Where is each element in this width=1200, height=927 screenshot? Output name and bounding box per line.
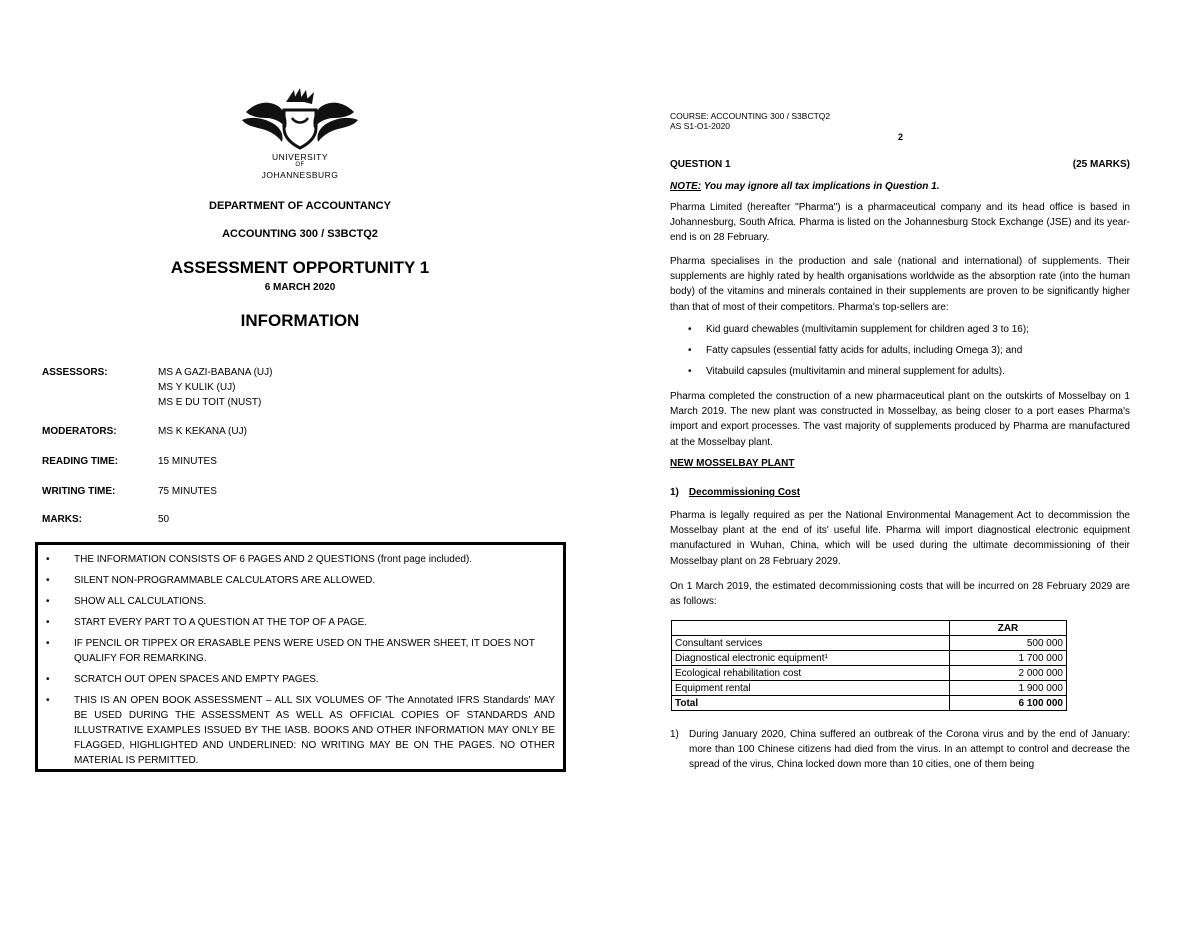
reading-time-label: READING TIME: xyxy=(42,456,119,467)
department-title: DEPARTMENT OF ACCOUNTANCY xyxy=(209,200,391,212)
list-item: • Fatty capsules (essential fatty acids for adults, including Omega 3); and xyxy=(670,343,1130,358)
course-header: COURSE: ACCOUNTING 300 / S3BCTQ2 xyxy=(670,111,831,121)
cost-item: Equipment rental xyxy=(672,681,950,696)
bullet-icon: • xyxy=(46,554,50,565)
bullet-icon: • xyxy=(46,596,50,607)
note xyxy=(670,179,1130,194)
decommissioning-cost-table xyxy=(671,620,1067,711)
section-heading: NEW MOSSELBAY PLANT xyxy=(670,458,795,469)
product-list xyxy=(670,322,1130,386)
assessment-code: AS S1-O1-2020 xyxy=(670,121,731,131)
marks-label: MARKS: xyxy=(42,514,82,525)
table-row xyxy=(672,666,1067,681)
footnote xyxy=(670,727,1130,773)
bullet-icon: • xyxy=(688,366,692,378)
page-header xyxy=(670,111,1130,131)
question-heading xyxy=(670,157,1130,172)
assessor-name: MS E DU TOIT (NUST) xyxy=(158,397,262,408)
bullet-icon: • xyxy=(46,638,50,649)
assessors-label: ASSESSORS: xyxy=(42,367,108,378)
moderators-value: MS K KEKANA (UJ) xyxy=(158,426,247,437)
assessor-name: MS Y KULIK (UJ) xyxy=(158,382,236,393)
list-item: • Kid guard chewables (multivitamin supplement for children aged 3 to 16); xyxy=(670,322,1130,337)
subsection-number: 1) xyxy=(670,487,679,498)
assessment-title: ASSESSMENT OPPORTUNITY 1 xyxy=(170,258,430,277)
cost-item: Diagnostical electronic equipment¹ xyxy=(672,651,950,666)
bullet-icon: • xyxy=(688,345,692,357)
instruction-item: • START EVERY PART TO A QUESTION AT THE TOP OF A PAGE. xyxy=(46,617,368,628)
instruction-item: • IF PENCIL OR TIPPEX OR ERASABLE PENS WERE USED ON THE ANSWER SHEET, IT DOES NOT QUALIFY FOR REMARKING. xyxy=(46,638,535,664)
paragraph-estimated-costs: On 1 March 2019, the estimated decommissioning costs that will be incurred on 28 February 2029 are as follows: xyxy=(670,581,1130,608)
instruction-item: • THIS IS AN OPEN BOOK ASSESSMENT – ALL SIX VOLUMES OF 'The Annotated IFRS Standards' MAY BE USED DURING THE ASSESSMENT AS WELL AS OFFICIAL COPIES OF STANDARDS AND ILLUSTRATIVE EXAMPLES ISSUED BY THE IASB. BOOKS AND OTHER INFORMATION MAY ONLY BE FLAGGED, HIGHLIGHTED AND UNDERLINED: NO WRITING MAY BE ON THE PAGES. NO OTHER MATERIAL IS PERMITTED. xyxy=(46,695,555,766)
page-number: 2 xyxy=(898,132,904,142)
course-code: ACCOUNTING 300 / S3BCTQ2 xyxy=(222,228,378,240)
paragraph-new-plant: Pharma completed the construction of a new pharmaceutical plant on the outskirts of Mosselbay on 1 March 2019. The new plant was constructed in Mosselbay, as being closer to a port eases Pharma's import and export processes. The vast majority of supplements produced by Pharma are manufactured at the Mosselbay plant. xyxy=(670,391,1130,448)
note-text: You may ignore all tax implications in Question 1. xyxy=(701,181,940,192)
bullet-icon: • xyxy=(46,674,50,685)
cost-amount: 1 900 000 xyxy=(950,681,1067,696)
bullet-icon: • xyxy=(46,695,50,706)
bullet-icon: • xyxy=(688,324,692,335)
bullet-icon: • xyxy=(46,575,50,586)
assessor-name: MS A GAZI-BABANA (UJ) xyxy=(158,367,273,378)
table-row xyxy=(672,651,1067,666)
table-header-row xyxy=(672,621,1067,636)
question-marks: (25 MARKS) xyxy=(1072,159,1130,170)
subsection-heading xyxy=(670,485,1130,500)
paragraph-supplements: Pharma specialises in the production and sale (national and international) of supplements. Their supplements are highly rated by health organisations worldwide as the absorption rate (into the human body) of the vitamins and minerals contained in their supplements are proven to be significantly higher than that of most of their competitors. Pharma's top-sellers are: xyxy=(670,256,1130,313)
writing-time-value: 75 MINUTES xyxy=(158,486,217,497)
list-item: • Vitabuild capsules (multivitamin and mineral supplement for adults). xyxy=(670,364,1130,379)
cost-item: Ecological rehabilitation cost xyxy=(672,666,950,681)
logo-text-university: UNIVERSITY xyxy=(271,152,328,162)
assessors-list xyxy=(158,365,272,410)
paragraph-company-intro: Pharma Limited (hereafter "Pharma") is a pharmaceutical company and its head office is based in Johannesburg, South Africa. Pharma is listed on the Johannesburg Stock Exchange (JSE) and its year-end is on 28 February. xyxy=(670,202,1130,244)
information-title: INFORMATION xyxy=(240,311,360,330)
cost-amount: 500 000 xyxy=(950,636,1067,651)
table-total-row xyxy=(672,696,1067,711)
instruction-item: • SILENT NON-PROGRAMMABLE CALCULATORS ARE ALLOWED. xyxy=(46,575,376,586)
paragraph-decommission: Pharma is legally required as per the National Environmental Management Act to decommission the Mosselbay plant at the end of its' useful life. Pharma will import diagnostical electronic equipment manufactured in Wuhan, China, which will be used during the ultimate decommissioning of their Mosselbay plant on 28 February 2029. xyxy=(670,510,1130,567)
question-title: QUESTION 1 xyxy=(670,159,731,170)
instructions-box xyxy=(35,542,566,772)
footnote-text: During January 2020, China suffered an outbreak of the Corona virus and by the end of January: more than 100 Chinese citizens had died from the virus. In an attempt to control and decrease the spread of the virus, China locked down more than 10 cities, one of them being xyxy=(689,729,1130,771)
currency-header: ZAR xyxy=(950,621,1067,636)
assessment-date: 6 MARCH 2020 xyxy=(264,282,336,293)
total-amount: 6 100 000 xyxy=(950,696,1067,711)
university-logo xyxy=(238,88,362,186)
instruction-item: • THE INFORMATION CONSISTS OF 6 PAGES AND 2 QUESTIONS (front page included). xyxy=(46,554,473,565)
marks-value: 50 xyxy=(158,514,170,525)
cost-amount: 2 000 000 xyxy=(950,666,1067,681)
instruction-item: • SCRATCH OUT OPEN SPACES AND EMPTY PAGES. xyxy=(46,674,319,685)
reading-time-value: 15 MINUTES xyxy=(158,456,217,467)
total-label: Total xyxy=(672,696,950,711)
note-label: NOTE: xyxy=(670,181,702,192)
subsection-title: Decommissioning Cost xyxy=(688,487,801,498)
bullet-icon: • xyxy=(46,617,50,628)
writing-time-label: WRITING TIME: xyxy=(42,486,116,497)
cost-item: Consultant services xyxy=(672,636,950,651)
logo-text-johannesburg: JOHANNESBURG xyxy=(261,170,339,180)
instruction-item: • SHOW ALL CALCULATIONS. xyxy=(46,596,207,607)
logo-text-of: OF xyxy=(295,162,305,168)
cost-amount: 1 700 000 xyxy=(950,651,1067,666)
moderators-label: MODERATORS: xyxy=(42,426,117,437)
table-row xyxy=(672,636,1067,651)
footnote-mark: 1) xyxy=(670,729,679,740)
bird-crest-icon xyxy=(238,88,362,150)
table-row xyxy=(672,681,1067,696)
